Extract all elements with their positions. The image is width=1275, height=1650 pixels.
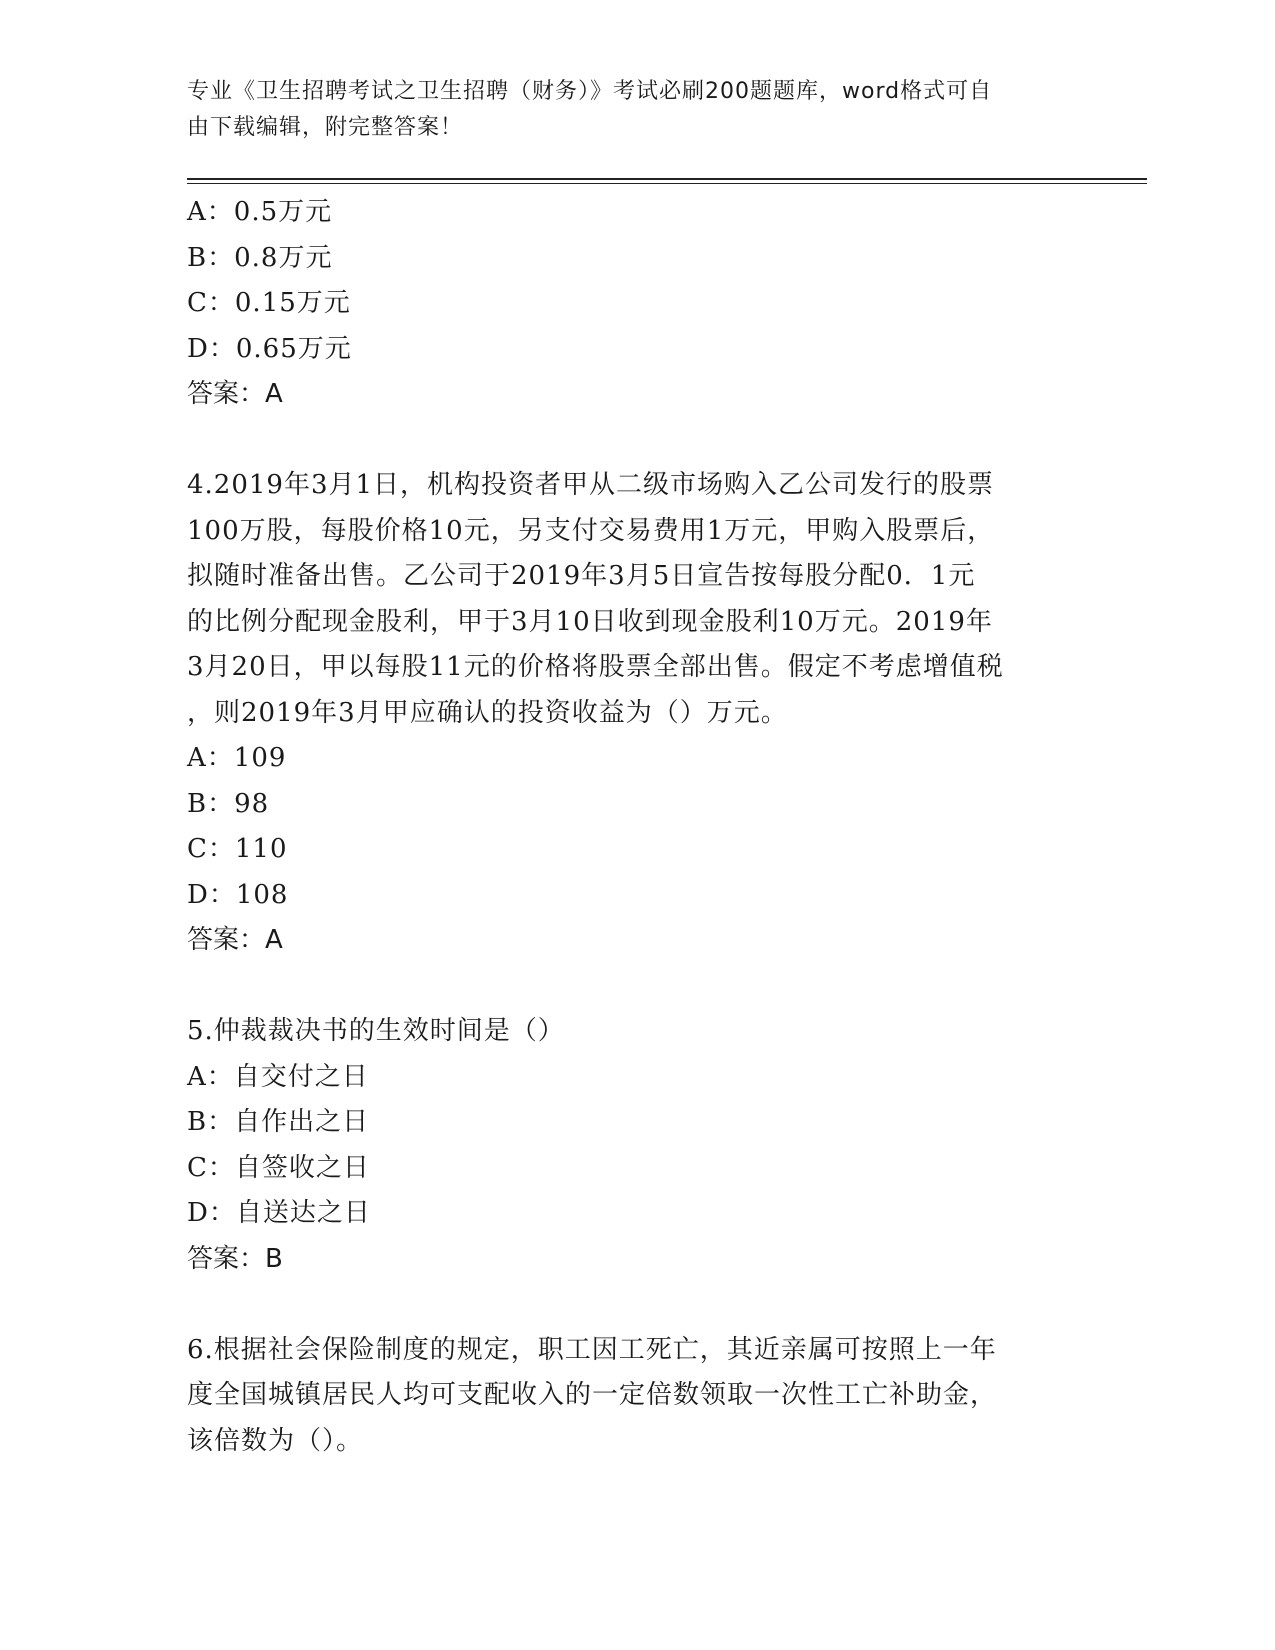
header-line-1: 专业《卫生招聘考试之卫生招聘（财务）》考试必刷200题题库，word格式可自 (187, 79, 993, 104)
question-text-line: 3月20日，甲以每股11元的价格将股票全部出售。假定不考虑增值税 (187, 652, 1004, 682)
question-text-line: 拟随时准备出售。乙公司于2019年3月5日宣告按每股分配0．1元 (187, 561, 976, 591)
question-3 (187, 190, 1087, 418)
option-b: B：自作出之日 (187, 1107, 370, 1137)
header-rule-thin (187, 183, 1147, 184)
option-d: D：自送达之日 (187, 1198, 371, 1228)
option-c: C：110 (187, 834, 288, 864)
question-text-line: 5.仲裁裁决书的生效时间是（） (187, 1016, 565, 1046)
option-d: D：0.65万元 (187, 333, 352, 364)
question-text-line: 6.根据社会保险制度的规定，职工因工死亡，其近亲属可按照上一年 (187, 1334, 997, 1365)
answer-line: 答案：A (187, 379, 283, 409)
option-c: C：0.15万元 (187, 288, 351, 318)
question-text-line: ，则2019年3月甲应确认的投资收益为（）万元。 (187, 697, 788, 728)
option-a: A：自交付之日 (187, 1061, 369, 1092)
question-text-line: 该倍数为（）。 (187, 1425, 364, 1456)
document-header (187, 74, 1067, 146)
option-c: C：自签收之日 (187, 1152, 370, 1183)
question-text-line: 100万股，每股价格10元，另支付交易费用1万元，甲购入股票后， (187, 515, 995, 546)
option-a: A：0.5万元 (187, 197, 333, 227)
question-text-line: 度全国城镇居民人均可支配收入的一定倍数领取一次性工亡补助金， (187, 1380, 998, 1410)
question-4 (187, 463, 1087, 964)
option-b: B：0.8万元 (187, 242, 333, 273)
spacer (187, 418, 1087, 464)
option-a: A：109 (187, 743, 287, 773)
option-b: B：98 (187, 788, 270, 819)
question-5 (187, 1009, 1087, 1282)
question-text-line: 的比例分配现金股利，甲于3月10日收到现金股利10万元。2019年 (187, 606, 993, 637)
document-body (187, 190, 1087, 1464)
header-rule-thick (187, 178, 1147, 180)
spacer (187, 964, 1087, 1010)
header-line-2: 由下载编辑，附完整答案！ (187, 115, 464, 140)
option-d: D：108 (187, 879, 289, 910)
spacer (187, 1282, 1087, 1328)
answer-line: 答案：A (187, 925, 283, 955)
question-text-line: 4.2019年3月1日，机构投资者甲从二级市场购入乙公司发行的股票 (187, 470, 995, 500)
question-6 (187, 1328, 1087, 1465)
answer-line: 答案：B (187, 1243, 283, 1274)
